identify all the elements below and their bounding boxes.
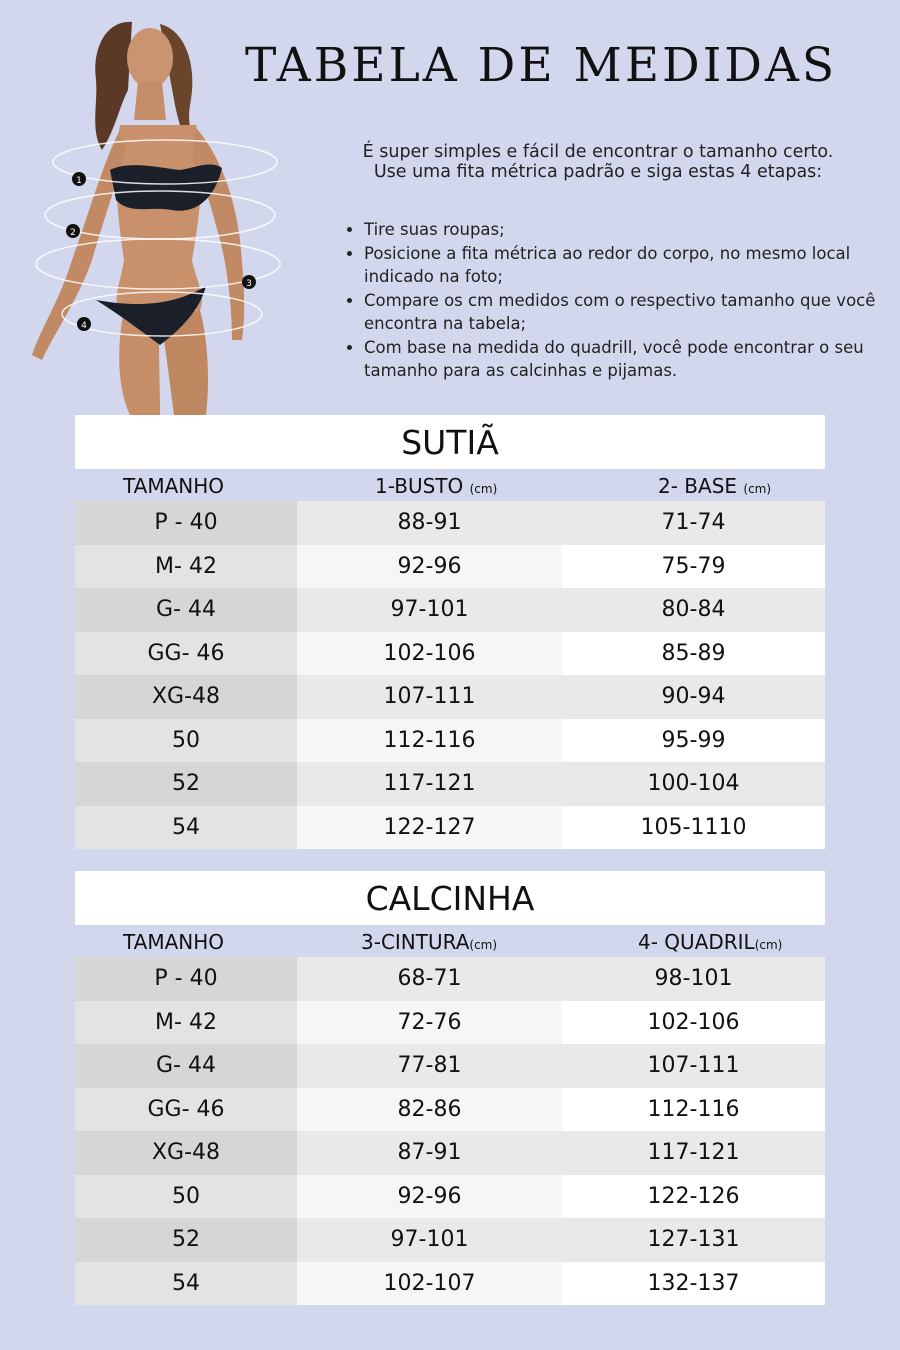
hip-cell: 117-121: [562, 1131, 825, 1175]
table-row: [75, 501, 825, 545]
calcinha-header-hip: [562, 925, 825, 957]
sutia-header-bust-label: 1-BUSTO: [375, 474, 464, 498]
base-cell: 90-94: [562, 675, 825, 719]
bust-cell: 92-96: [297, 545, 562, 589]
svg-text:2: 2: [70, 228, 76, 238]
bust-cell: 97-101: [297, 588, 562, 632]
size-cell: P - 40: [75, 501, 297, 545]
size-cell: M- 42: [75, 545, 297, 589]
sutia-table-title: SUTIÃ: [75, 415, 825, 469]
svg-text:3: 3: [246, 279, 252, 289]
table-row: [75, 719, 825, 763]
base-cell: 105-1110: [562, 806, 825, 850]
table-row: [75, 1044, 825, 1088]
waist-cell: 92-96: [297, 1175, 562, 1219]
bust-cell: 88-91: [297, 501, 562, 545]
sutia-table: [75, 415, 825, 849]
size-cell: XG-48: [75, 675, 297, 719]
marker-3: [242, 275, 256, 289]
marker-4: [77, 317, 91, 331]
base-cell: 75-79: [562, 545, 825, 589]
calcinha-header-size: TAMANHO: [123, 930, 225, 954]
calcinha-header-hip-label: 4- QUADRIL: [638, 930, 755, 954]
hip-cell: 127-131: [562, 1218, 825, 1262]
calcinha-header-waist: [297, 925, 562, 957]
steps-list: [346, 218, 884, 383]
marker-2: [66, 224, 80, 238]
sutia-header-bust-unit: (cm): [469, 482, 498, 496]
bust-cell: 112-116: [297, 719, 562, 763]
size-cell: 54: [75, 1262, 297, 1306]
step-item-4: • Com base na medida do quadrill, você pode encontrar o seu tamanho para as calcinhas e pijamas.: [364, 336, 884, 383]
size-cell: G- 44: [75, 588, 297, 632]
waist-cell: 87-91: [297, 1131, 562, 1175]
base-cell: 85-89: [562, 632, 825, 676]
step-item-2: • Posicione a fita métrica ao redor do corpo, no mesmo local indicado na foto;: [364, 242, 884, 289]
size-cell: XG-48: [75, 1131, 297, 1175]
page-title: TABELA DE MEDIDAS: [245, 38, 838, 93]
hip-cell: 102-106: [562, 1001, 825, 1045]
intro-line-1: É super simples e fácil de encontrar o tamanho certo.: [362, 142, 834, 162]
base-cell: 100-104: [562, 762, 825, 806]
table-row: [75, 588, 825, 632]
table-row: [75, 1088, 825, 1132]
size-cell: G- 44: [75, 1044, 297, 1088]
sutia-header-size: TAMANHO: [123, 474, 225, 498]
table-row: [75, 1131, 825, 1175]
waist-cell: 77-81: [297, 1044, 562, 1088]
table-row: [75, 1001, 825, 1045]
table-row: [75, 545, 825, 589]
base-cell: 95-99: [562, 719, 825, 763]
size-cell: M- 42: [75, 1001, 297, 1045]
table-row: [75, 762, 825, 806]
step-item-3: • Compare os cm medidos com o respectivo tamanho que você encontra na tabela;: [364, 289, 884, 336]
step-item-1: • Tire suas roupas;: [364, 218, 884, 242]
hip-cell: 122-126: [562, 1175, 825, 1219]
sutia-header-base-unit: (cm): [743, 482, 772, 496]
sutia-header-base: [562, 469, 825, 501]
bust-cell: 122-127: [297, 806, 562, 850]
waist-cell: 82-86: [297, 1088, 562, 1132]
svg-text:1: 1: [76, 176, 82, 186]
waist-cell: 68-71: [297, 957, 562, 1001]
size-cell: P - 40: [75, 957, 297, 1001]
hip-cell: 132-137: [562, 1262, 825, 1306]
table-row: [75, 1262, 825, 1306]
waist-cell: 102-107: [297, 1262, 562, 1306]
waist-cell: 72-76: [297, 1001, 562, 1045]
size-cell: 52: [75, 762, 297, 806]
size-cell: 50: [75, 1175, 297, 1219]
svg-text:4: 4: [81, 321, 87, 331]
sutia-header-base-label: 2- BASE: [658, 474, 738, 498]
bust-cell: 107-111: [297, 675, 562, 719]
calcinha-header-waist-unit: (cm): [469, 938, 498, 952]
marker-1: [72, 172, 86, 186]
size-cell: 54: [75, 806, 297, 850]
size-cell: 52: [75, 1218, 297, 1262]
calcinha-header-waist-label: 3-CINTURA: [361, 930, 470, 954]
hip-cell: 107-111: [562, 1044, 825, 1088]
table-row: [75, 632, 825, 676]
base-cell: 71-74: [562, 501, 825, 545]
intro-line-2: Use uma fita métrica padrão e siga estas 4 etapas:: [373, 162, 823, 182]
calcinha-header-row: [75, 925, 825, 957]
hip-cell: 98-101: [562, 957, 825, 1001]
size-cell: 50: [75, 719, 297, 763]
sutia-header-row: [75, 469, 825, 501]
table-row: [75, 1218, 825, 1262]
table-row: [75, 957, 825, 1001]
calcinha-header-hip-unit: (cm): [754, 938, 783, 952]
table-row: [75, 675, 825, 719]
table-row: [75, 806, 825, 850]
bust-cell: 102-106: [297, 632, 562, 676]
waist-cell: 97-101: [297, 1218, 562, 1262]
calcinha-table: [75, 871, 825, 1305]
bust-cell: 117-121: [297, 762, 562, 806]
calcinha-table-title: CALCINHA: [75, 871, 825, 925]
intro-text: [318, 142, 878, 182]
base-cell: 80-84: [562, 588, 825, 632]
sutia-header-bust: [297, 469, 562, 501]
table-row: [75, 1175, 825, 1219]
size-cell: GG- 46: [75, 1088, 297, 1132]
hip-cell: 112-116: [562, 1088, 825, 1132]
size-cell: GG- 46: [75, 632, 297, 676]
